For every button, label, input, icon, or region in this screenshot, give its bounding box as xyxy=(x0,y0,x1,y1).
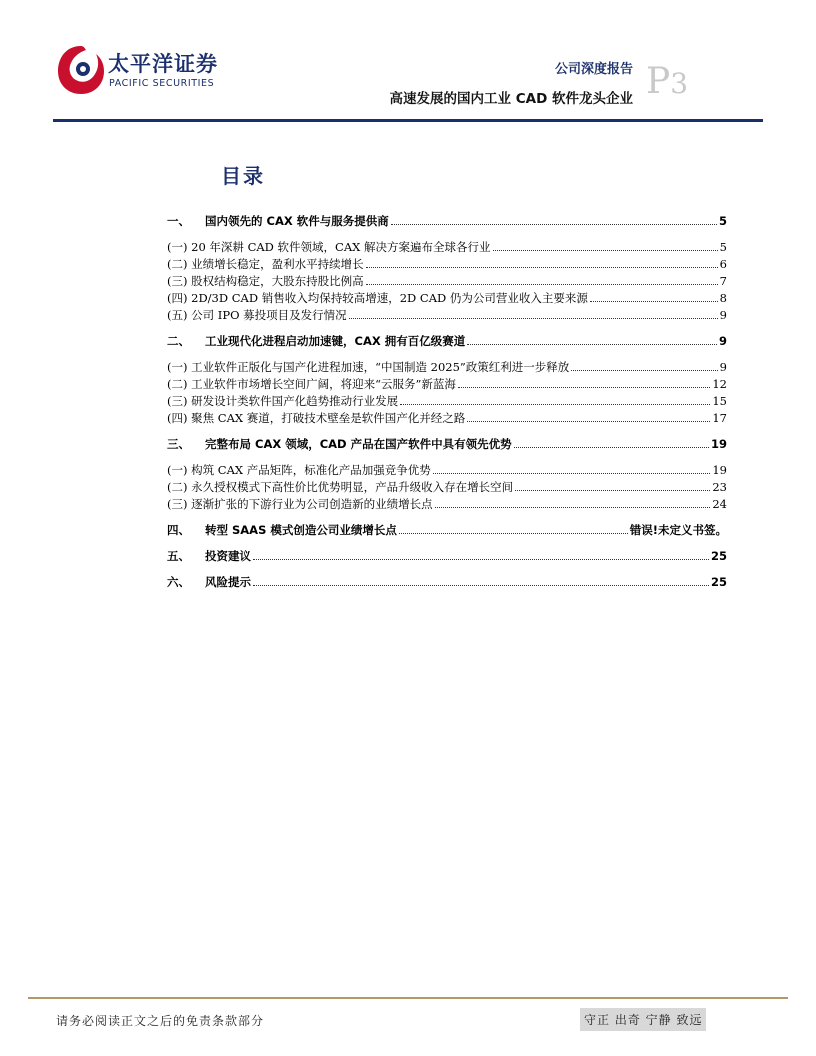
toc-entry-text: (二) 工业软件市场增长空间广阔，将迎来“云服务”新蓝海 xyxy=(167,377,456,391)
toc-leader-dots xyxy=(435,506,711,508)
footer-divider xyxy=(28,997,788,999)
toc-entry-page: 5 xyxy=(718,214,727,228)
toc-entry-page: 9 xyxy=(719,308,727,322)
toc-entry-page: 19 xyxy=(712,463,727,477)
toc-section-entry[interactable] xyxy=(167,519,727,537)
toc-leader-dots xyxy=(467,343,717,345)
toc-leader-dots xyxy=(590,300,718,302)
toc-subsection-entry[interactable] xyxy=(167,459,727,477)
toc-entry-number: 四、 xyxy=(167,523,190,537)
toc-entry-number: 三、 xyxy=(167,437,190,451)
toc-section-entry[interactable] xyxy=(167,545,727,563)
toc-entry-text: 投资建议 xyxy=(205,549,251,563)
toc-entry-text: 国内领先的 CAX 软件与服务提供商 xyxy=(205,214,389,228)
toc-leader-dots xyxy=(493,249,718,251)
toc-entry-number: 六、 xyxy=(167,575,190,589)
header-divider xyxy=(53,119,763,122)
toc-entry-text: 完整布局 CAX 领域，CAD 产品在国产软件中具有领先优势 xyxy=(205,437,512,451)
toc-entry-page: 25 xyxy=(710,549,727,563)
toc-subsection-entry[interactable] xyxy=(167,390,727,408)
toc-subsection-entry[interactable] xyxy=(167,270,727,288)
toc-subsection-entry[interactable] xyxy=(167,407,727,425)
toc-title: 目录 xyxy=(221,164,265,188)
toc-entry-page: 24 xyxy=(712,497,727,511)
toc-entry-page: 错误!未定义书签。 xyxy=(629,523,727,537)
report-type: 公司深度报告 xyxy=(554,62,633,77)
toc-subsection-entry[interactable] xyxy=(167,304,727,322)
page-letter: P xyxy=(646,61,671,102)
pacific-securities-logo-icon xyxy=(56,44,106,96)
toc-entry-text: (二) 业绩增长稳定，盈利水平持续增长 xyxy=(167,257,364,271)
toc-entry-text: 工业现代化进程启动加速键，CAX 拥有百亿级赛道 xyxy=(205,334,466,348)
toc-entry-page: 19 xyxy=(710,437,727,451)
toc-entry-text: (四) 2D/3D CAD 销售收入均保持较高增速，2D CAD 仍为公司营业收入主要来源 xyxy=(167,291,588,305)
toc-subsection-entry[interactable] xyxy=(167,287,727,305)
header-subtitle: 高速发展的国内工业 CAD 软件龙头企业 xyxy=(389,91,633,107)
toc-leader-dots xyxy=(467,420,710,422)
toc-entry-page: 5 xyxy=(719,240,727,254)
toc-leader-dots xyxy=(366,266,718,268)
toc-entry-text: (四) 聚焦 CAX 赛道，打破技术壁垒是软件国产化并经之路 xyxy=(167,411,466,425)
toc-leader-dots xyxy=(433,472,711,474)
page-digit: 3 xyxy=(670,67,689,100)
toc-section-entry[interactable] xyxy=(167,571,727,589)
footer-motto: 守正 出奇 宁静 致远 xyxy=(580,1008,706,1031)
toc-leader-dots xyxy=(391,223,717,225)
toc-leader-dots xyxy=(366,283,718,285)
toc-entry-page: 25 xyxy=(710,575,727,589)
toc-entry-text: (一) 构筑 CAX 产品矩阵，标准化产品加强竞争优势 xyxy=(167,463,431,477)
toc-leader-dots xyxy=(458,386,710,388)
logo-english-name: PACIFIC SECURITIES xyxy=(109,78,215,89)
toc-section-entry[interactable] xyxy=(167,210,727,228)
toc-subsection-entry[interactable] xyxy=(167,493,727,511)
toc-leader-dots xyxy=(253,584,709,586)
toc-entry-number: 五、 xyxy=(167,549,190,563)
footer-disclaimer: 请务必阅读正文之后的免责条款部分 xyxy=(56,1014,265,1028)
toc-entry-page: 9 xyxy=(718,334,727,348)
toc-subsection-entry[interactable] xyxy=(167,236,727,254)
toc-leader-dots xyxy=(515,489,710,491)
toc-entry-text: (二) 永久授权模式下高性价比优势明显，产品升级收入存在增长空间 xyxy=(167,480,514,494)
toc-entry-page: 12 xyxy=(712,377,727,391)
toc-entry-text: (五) 公司 IPO 募投项目及发行情况 xyxy=(167,308,347,322)
toc-section-entry[interactable] xyxy=(167,433,727,451)
toc-section-entry[interactable] xyxy=(167,330,727,348)
toc-subsection-entry[interactable] xyxy=(167,476,727,494)
toc-entry-text: (三) 研发设计类软件国产化趋势推动行业发展 xyxy=(167,394,399,408)
toc-entry-text: (一) 20 年深耕 CAD 软件领域，CAX 解决方案遍布全球各行业 xyxy=(167,240,491,254)
toc-subsection-entry[interactable] xyxy=(167,253,727,271)
toc-leader-dots xyxy=(349,317,718,319)
toc-leader-dots xyxy=(253,558,709,560)
toc-subsection-entry[interactable] xyxy=(167,356,727,374)
toc-entry-page: 9 xyxy=(719,360,727,374)
toc-leader-dots xyxy=(400,403,710,405)
toc-entry-page: 8 xyxy=(719,291,727,305)
toc-entry-number: 二、 xyxy=(167,334,190,348)
logo-chinese-name: 太平洋证券 xyxy=(108,52,218,76)
toc-entry-text: (三) 股权结构稳定，大股东持股比例高 xyxy=(167,274,364,288)
toc-entry-text: (一) 工业软件正版化与国产化进程加速，“中国制造 2025”政策红利进一步释放 xyxy=(167,360,570,374)
page-number xyxy=(646,61,689,102)
toc-entry-text: (三) 逐渐扩张的下游行业为公司创造新的业绩增长点 xyxy=(167,497,433,511)
company-logo xyxy=(56,44,216,100)
toc-entry-text: 转型 SAAS 模式创造公司业绩增长点 xyxy=(205,523,397,537)
toc-entry-page: 15 xyxy=(712,394,727,408)
toc-entry-page: 7 xyxy=(719,274,727,288)
toc-leader-dots xyxy=(399,532,628,534)
toc-entry-page: 23 xyxy=(712,480,727,494)
toc-entry-text: 风险提示 xyxy=(205,575,251,589)
toc-leader-dots xyxy=(514,446,709,448)
toc-entry-page: 6 xyxy=(719,257,727,271)
toc-leader-dots xyxy=(571,369,717,371)
toc-subsection-entry[interactable] xyxy=(167,373,727,391)
toc-entry-page: 17 xyxy=(712,411,727,425)
toc-entry-number: 一、 xyxy=(167,214,190,228)
